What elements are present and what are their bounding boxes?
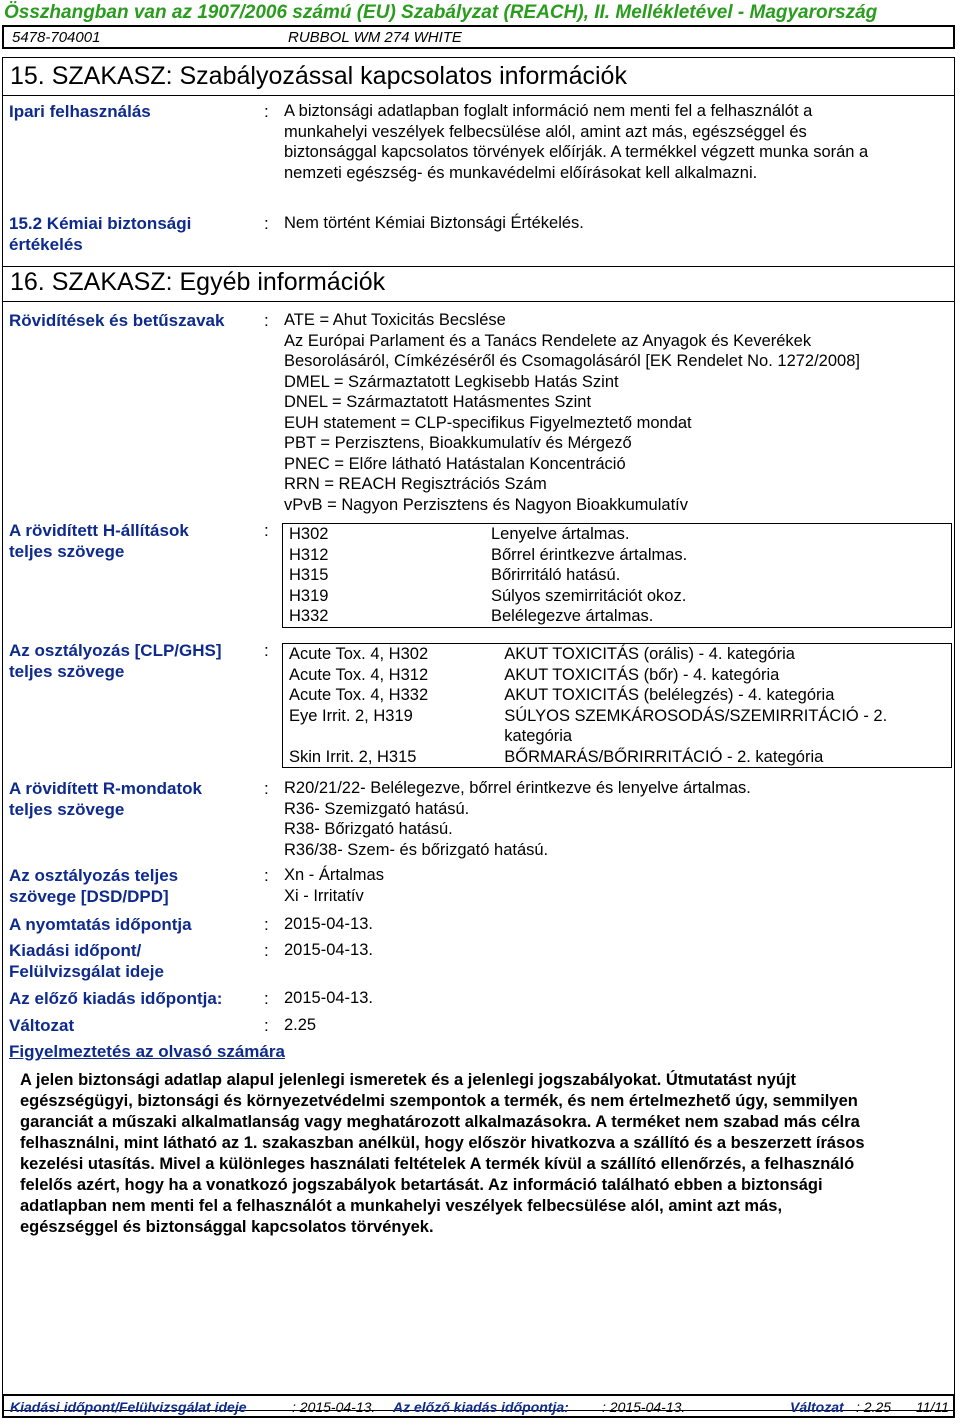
clp-classification-table — [282, 643, 952, 768]
table-row: H312 Bőrrel érintkezve ártalmas. — [289, 545, 688, 564]
r-phrases-label: A rövidített R-mondatok teljes szövege — [9, 779, 202, 819]
table-row: H315 Bőrirritáló hatású. — [289, 566, 621, 584]
previous-date-label: Az előző kiadás időpontja: — [9, 989, 223, 1008]
colon: : — [264, 1016, 269, 1035]
table-row: H332 Belélegezve ártalmas. — [289, 607, 654, 625]
colon: : — [264, 866, 269, 885]
colon: : — [264, 641, 269, 660]
footer-issue-value: : 2015-04-13. — [292, 1399, 376, 1415]
h-statements-label: A rövidített H-állítások teljes szövege — [9, 521, 189, 561]
table-row: Eye Irrit. 2, H319 SÚLYOS SZEMKÁROSODÁS/SZEMIRRITÁCIÓ - 2. kategória — [289, 706, 888, 745]
footer-version-value: : 2.25 — [856, 1399, 892, 1415]
colon: : — [264, 311, 269, 330]
section-16-title: 16. SZAKASZ: Egyéb információk — [10, 268, 386, 296]
table-row: Skin Irrit. 2, H315 BŐRMARÁS/BŐRIRRITÁCIÓ - 2. kategória — [289, 747, 824, 766]
clp-classification-label: Az osztályozás [CLP/GHS] teljes szövege — [9, 641, 222, 681]
abbreviations-label: Rövidítések és betűszavak — [9, 311, 225, 330]
table-row: Acute Tox. 4, H302 AKUT TOXICITÁS (orális) - 4. kategória — [289, 645, 795, 663]
footer-previous-label: Az előző kiadás időpontja: — [393, 1399, 569, 1415]
dsd-classification-label: Az osztályozás teljes szövege [DSD/DPD] — [9, 866, 179, 906]
colon: : — [264, 102, 269, 121]
reader-notice-title: Figyelmeztetés az olvasó számára — [9, 1042, 285, 1061]
previous-date-value: 2015-04-13. — [284, 989, 373, 1007]
r-phrases-list: R20/21/22- Belélegezve, bőrrel érintkezve és lenyelve ártalmas. R36- Szemizgató hatású. R38- Bőrizgató hatású. R36/38- Szem- és bőrizgató hatású. — [284, 779, 751, 859]
section-16-divider — [3, 301, 954, 302]
issue-date-label: Kiadási időpont/ Felülvizsgálat ideje — [9, 941, 164, 981]
dsd-classification-list: Xn - Ártalmas Xi - Irritatív — [284, 866, 384, 905]
reader-notice-text: A jelen biztonsági adatlap alapul jelenlegi ismeretek és a jelenlegi jogszabályokat. Útmutatást nyújt egészségügyi, biztonsági és környezetvédelmi szempontok a termék, és nem értelmezhető úgy, semmilyen garanciát a műszaki alkalmatlanság vagy meghatározott alkalmazásokra. A terméket nem szabad más célra felhasználni, mint látható az 1. szakaszban anélkül, hogy először hivatkozva a szállító és a beszerzett írásos kezelési utasítás. Mivel a különleges használati feltételek A termék kívül a szállító ellenőrzés, a felhasználó felelős azért, hogy ha a vonatkozó jogszabályok betartását. Az információ található ebben a biztonsági adatlapban nem menti fel a felhasználót a munkahelyi veszélyek felbecsülése alól, amint azt más, egészséggel és biztonsággal kapcsolatos törvények. — [20, 1071, 865, 1236]
product-code: 5478-704001 — [12, 29, 101, 46]
print-date-value: 2015-04-13. — [284, 915, 373, 933]
colon: : — [264, 521, 269, 540]
product-id-bar — [2, 25, 955, 49]
table-row: Acute Tox. 4, H332 AKUT TOXICITÁS (belélegzés) - 4. kategória — [289, 686, 835, 704]
section-15-divider — [3, 95, 954, 96]
version-value: 2.25 — [284, 1016, 317, 1034]
issue-date-value: 2015-04-13. — [284, 941, 373, 959]
footer-page-number: 11/11 — [916, 1399, 949, 1415]
colon: : — [264, 915, 269, 934]
table-row: H319 Súlyos szemirritációt okoz. — [289, 586, 687, 605]
table-row: Acute Tox. 4, H312 AKUT TOXICITÁS (bőr) - 4. kategória — [289, 665, 780, 684]
abbreviations-list: ATE = Ahut Toxicitás Becslése Az Európai Parlament és a Tanács Rendelete az Anyagok és Keverékek Besorolásáról, Címkézéséről és Csomagolásáról [EK Rendelet No. 1272/2008] DMEL = Származtatott Legkisebb Hatás Szint DNEL = Származtatott Hatásmentes Szint EUH statement = CLP-specifikus Figyelmeztető mondat PBT = Perzisztens, Bioakkumulatív és Mérgező PNEC = Előre látható Hatástalan Koncentráció RRN = REACH Regisztrációs Szám vPvB = Nagyon Perzisztens és Nagyon Bioakkumulatív — [284, 311, 860, 514]
print-date-label: A nyomtatás időpontja — [9, 915, 192, 934]
colon: : — [264, 214, 269, 233]
footer-version-label: Változat — [790, 1399, 844, 1415]
footer-issue-label: Kiadási időpont/Felülvizsgálat ideje — [10, 1399, 247, 1415]
page-footer — [2, 1394, 955, 1418]
section-16-top-divider — [3, 266, 954, 267]
table-row: H302 Lenyelve ártalmas. — [289, 525, 630, 543]
product-name: RUBBOL WM 274 WHITE — [288, 29, 462, 46]
colon: : — [264, 779, 269, 798]
section-15-title: 15. SZAKASZ: Szabályozással kapcsolatos információk — [10, 62, 627, 90]
version-label: Változat — [9, 1016, 75, 1035]
colon: : — [264, 941, 269, 960]
industrial-use-label: Ipari felhasználás — [9, 102, 151, 121]
colon: : — [264, 989, 269, 1008]
chemical-safety-assessment-label: 15.2 Kémiai biztonsági értékelés — [9, 214, 192, 254]
h-statements-table — [282, 523, 952, 628]
document-header-title: Összhangban van az 1907/2006 számú (EU) Szabályzat (REACH), II. Mellékletével - Magyarország — [4, 2, 878, 23]
chemical-safety-assessment-value: Nem történt Kémiai Biztonsági Értékelés. — [284, 214, 584, 232]
footer-previous-value: : 2015-04-13. — [602, 1399, 686, 1415]
industrial-use-text: A biztonsági adatlapban foglalt információ nem menti fel a felhasználót a munkahelyi veszélyek felbecsülése alól, amint azt más, egészséggel és biztonsággal kapcsolatos törvények előírják. A termékkel végzett munka során a nemzeti egészség- és munkavédelmi előírásokat kell alkalmazni. — [284, 102, 869, 182]
